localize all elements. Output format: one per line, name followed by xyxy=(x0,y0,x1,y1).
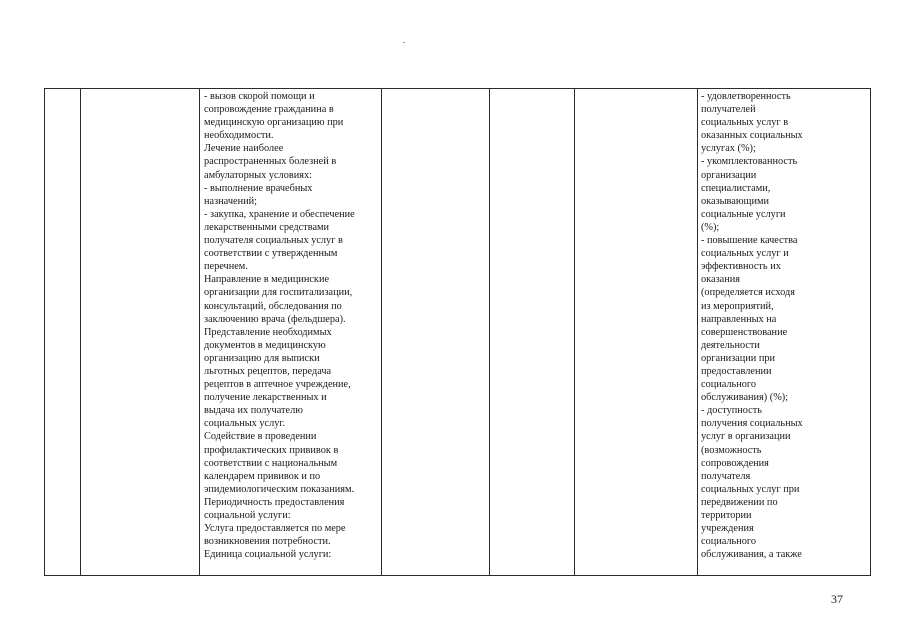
table-cell-service-description xyxy=(200,89,382,576)
quality-indicators-text: - удовлетворенность получателей социальных услуг в оказанных социальных услугах (%); - укомплектованность организации специалистами, оказывающими социальные услуги (%); - повышение качества социальных услуг и эффективность их оказания (определяется исходя из мероприятий, направленных на совершенствование деятельности организации при предоставлении социального обслуживания) (%); - доступность получения социальных услуг в организации (возможность сопровождения получателя социальных услуг при передвижении по территории учреждения социального обслуживания, а также xyxy=(701,91,803,561)
table-row xyxy=(45,89,871,576)
table-cell-standard-volume xyxy=(382,89,490,576)
page-number: 37 xyxy=(831,592,843,606)
table-cell-per-capita-norm xyxy=(575,89,698,576)
service-description-text: - вызов скорой помощи и сопровождение гражданина в медицинскую организацию при необходимости. Лечение наиболее распространенных болезней в амбулаторных условиях: - выполнение врачебных назначений; - закупка, хранение и обеспечение лекарственными средствами получателя социальных услуг в соответствии с утвержденным перечнем. Направление в медицинские организации для госпитализации, консультаций, обследования по заключению врача (фельдшера). Представление необходимых документов в медицинскую организацию для выписки льготных рецептов, передача рецептов в аптечное учреждение, получение лекарственных и выдача их получателю социальных услуг. Содействие в проведении профилактических прививок в соответствии с национальным календарем прививок и по эпидемиологическим показаниям. Периодичность предоставления социальной услуги: Услуга предоставляется по мере возникновения потребности. Единица социальной услуги: xyxy=(204,91,355,561)
table-cell-number xyxy=(45,89,81,576)
scan-speck xyxy=(403,42,405,43)
services-table xyxy=(44,88,871,576)
table-cell-quality-indicators xyxy=(698,89,871,576)
table-cell-deadline xyxy=(490,89,575,576)
table-cell-service-name xyxy=(81,89,200,576)
